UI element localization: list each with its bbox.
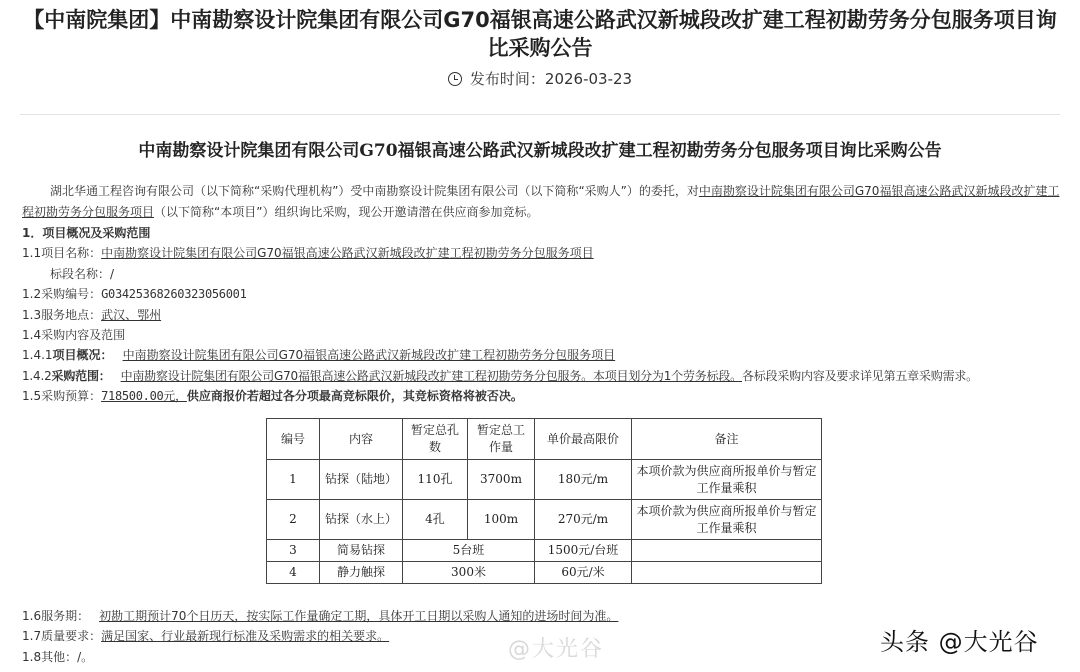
scope-value: 中南勘察设计院集团有限公司G70福银高速公路武汉新城段改扩建工程初勘劳务分包服务。本项目划分为1个劳务标段。 (120, 368, 742, 383)
clock-icon (448, 72, 462, 86)
page-title: 【中南院集团】中南勘察设计院集团有限公司G70福银高速公路武汉新城段改扩建工程初勘劳务分包服务项目询比采购公告 (23, 8, 1057, 60)
item-1-8: 1.8其他：/。 (22, 649, 94, 664)
col-header: 内容 (320, 419, 403, 460)
lot-name: 标段名称：/ (50, 266, 115, 281)
item-1-7: 1.7质量要求：满足国家、行业最新现行标准及采购需求的相关要求。 (22, 629, 390, 644)
intro-project-name: 中南勘察设计院集团有限公司G70福银高速公路武汉新城段改扩建工程初勘劳务分包服务项目 (22, 184, 1060, 219)
table-row: 1 钻探（陆地） 110孔 3700m 180元/m 本项价款为供应商所报单价与暂定工作量乘积 (267, 460, 822, 500)
item-1-5: 1.5采购预算：718500.00元，供应商报价若超过各分项最高竞标限价，其竞标资格将被否决。 (22, 389, 523, 404)
intro-text-end: （以下简称“本项目”）组织询比采购，现公开邀请潜在供应商参加竞标。 (154, 205, 539, 219)
service-period-value: 初勘工期预计70个日历天，按实际工作量确定工期，具体开工日期以采购人通知的进场时间为准。 (99, 609, 619, 623)
item-1-4-2: 1.4.2采购范围： 中南勘察设计院集团有限公司G70福银高速公路武汉新城段改扩建工程初勘劳务分包服务。本项目划分为1个劳务标段。各标段采购内容及要求详见第五章采购需求。 (22, 368, 978, 383)
quality-value: 满足国家、行业最新现行标准及采购需求的相关要求。 (101, 629, 390, 644)
item-1-1: 1.1项目名称：中南勘察设计院集团有限公司G70福银高速公路武汉新城段改扩建工程初勘劳务分包服务项目 (22, 246, 594, 261)
item-1-2: 1.2采购编号：G03425368260323056001 (22, 287, 247, 302)
item-1-4-1: 1.4.1项目概况： 中南勘察设计院集团有限公司G70福银高速公路武汉新城段改扩建工程初勘劳务分包服务项目 (22, 348, 616, 363)
divider (20, 114, 1060, 115)
item-1-6: 1.6服务期： 初勘工期预计70个日历天，按实际工作量确定工期，具体开工日期以采购人通知的进场时间为准。 (22, 609, 619, 623)
budget-note: 供应商报价若超过各分项最高竞标限价，其竞标资格将被否决。 (186, 389, 523, 404)
purchase-code: G03425368260323056001 (101, 287, 247, 302)
watermark-center: @大光谷 (508, 637, 605, 662)
intro-paragraph (22, 181, 1062, 223)
project-overview-value: 中南勘察设计院集团有限公司G70福银高速公路武汉新城段改扩建工程初勘劳务分包服务项目 (122, 348, 616, 363)
price-table (266, 418, 822, 584)
col-header: 备注 (632, 419, 822, 460)
publish-meta (0, 68, 1080, 89)
announcement-body (22, 181, 1062, 407)
document-title: 中南勘察设计院集团有限公司G70福银高速公路武汉新城段改扩建工程初勘劳务分包服务项目询比采购公告 (138, 141, 942, 161)
publish-date: 2026-03-23 (544, 70, 633, 88)
watermark-corner: 头条 @大光谷 (880, 628, 1039, 656)
table-row: 4 静力触探 300米 60元/米 (267, 562, 822, 584)
section-heading: 1．项目概况及采购范围 (22, 226, 151, 240)
service-location: 武汉、鄂州 (101, 307, 162, 322)
col-header: 暂定总孔数 (403, 419, 468, 460)
col-header: 单价最高限价 (535, 419, 632, 460)
table-row: 3 简易钻探 5台班 1500元/台班 (267, 540, 822, 562)
col-header: 编号 (267, 419, 320, 460)
item-1-4: 1.4采购内容及范围 (22, 327, 126, 342)
table-header-row (267, 419, 822, 460)
col-header: 暂定总工作量 (468, 419, 535, 460)
publish-label: 发布时间： (469, 70, 545, 88)
table-row: 2 钻探（水上） 4孔 100m 270元/m 本项价款为供应商所报单价与暂定工作量乘积 (267, 500, 822, 540)
project-name-value: 中南勘察设计院集团有限公司G70福银高速公路武汉新城段改扩建工程初勘劳务分包服务项目 (101, 246, 594, 261)
item-1-3: 1.3服务地点：武汉、鄂州 (22, 307, 162, 322)
intro-text: 湖北华通工程咨询有限公司（以下简称“采购代理机构”）受中南勘察设计院集团有限公司（以下简称“采购人”）的委托，对 (50, 184, 699, 198)
budget-value: 718500.00元， (101, 389, 187, 404)
